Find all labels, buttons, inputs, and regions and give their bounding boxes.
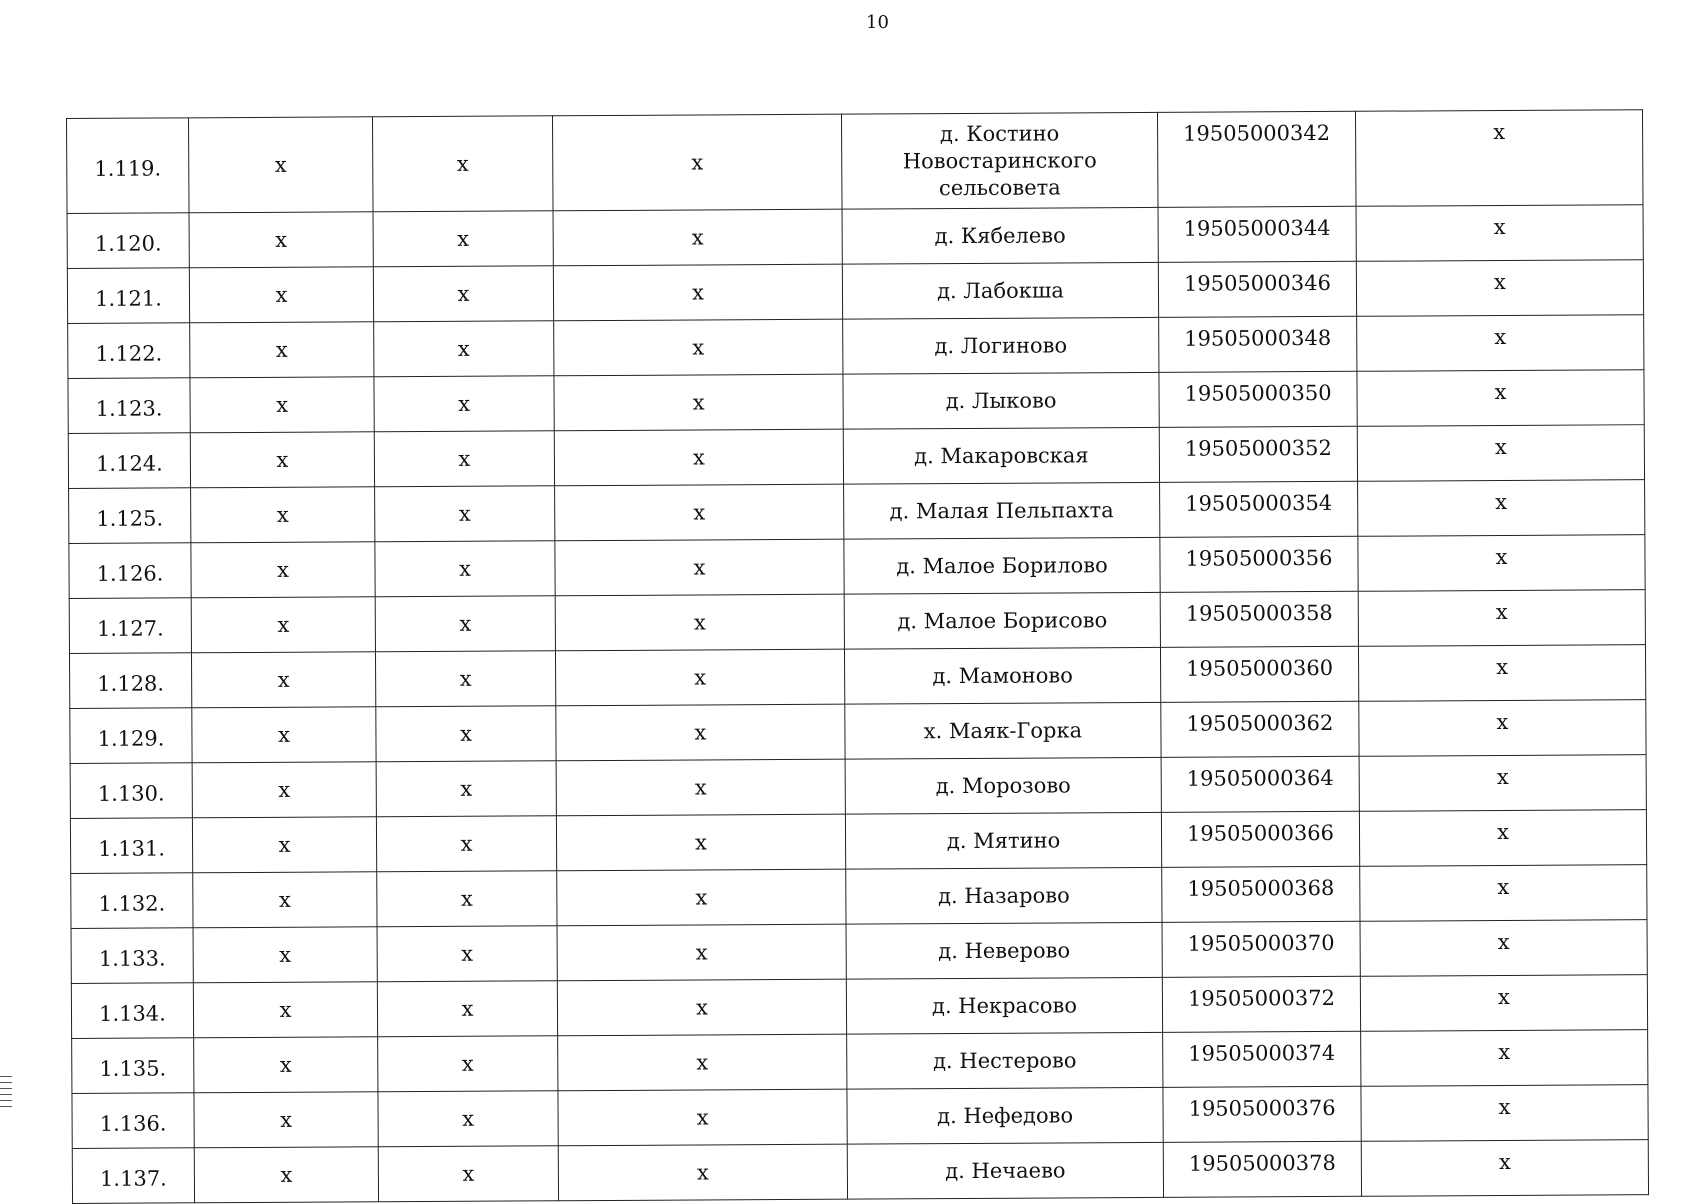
column-1-cell: х (191, 652, 375, 708)
column-1-cell: х (194, 1037, 378, 1093)
oktmo-code-cell: 19505000348 (1159, 316, 1357, 372)
oktmo-code-cell: 19505000374 (1163, 1031, 1361, 1087)
oktmo-code-cell: 19505000378 (1163, 1141, 1361, 1197)
oktmo-code-cell: 19505000354 (1160, 481, 1358, 537)
row-number-cell: 1.120. (67, 213, 189, 269)
margin-mark (0, 1088, 12, 1089)
column-7-cell: х (1358, 645, 1645, 702)
page-number: 10 (866, 12, 889, 33)
settlement-name-cell: д. Некрасово (846, 977, 1162, 1034)
column-7-cell: х (1356, 205, 1643, 262)
column-2-cell: х (374, 376, 554, 432)
table-row (67, 260, 1643, 324)
margin-mark (0, 1082, 12, 1083)
oktmo-code-cell: 19505000346 (1158, 261, 1356, 317)
row-number-cell: 1.119. (67, 118, 190, 214)
column-3-cell: х (554, 429, 843, 486)
table-row (67, 110, 1644, 214)
oktmo-code-cell: 19505000366 (1161, 811, 1359, 867)
oktmo-code-cell: 19505000356 (1160, 536, 1358, 592)
settlement-name-cell: д. Логиново (843, 317, 1159, 374)
settlement-name-cell: д. Лабокша (842, 262, 1158, 319)
settlement-name-cell: д. Нефедово (847, 1087, 1163, 1144)
settlements-table (66, 109, 1649, 1204)
column-2-cell: х (376, 706, 556, 762)
row-number-cell: 1.137. (72, 1148, 194, 1204)
row-number-cell: 1.129. (70, 708, 192, 764)
column-2-cell: х (377, 981, 557, 1037)
column-2-cell: х (372, 116, 553, 212)
settlement-name-cell: д. Мятино (845, 812, 1161, 869)
column-2-cell: х (375, 651, 555, 707)
table-row (67, 205, 1643, 269)
column-2-cell: х (376, 816, 556, 872)
oktmo-code-cell: 19505000364 (1161, 756, 1359, 812)
column-3-cell: х (556, 759, 845, 816)
column-1-cell: х (192, 817, 376, 873)
column-1-cell: х (193, 982, 377, 1038)
column-7-cell: х (1361, 1030, 1648, 1087)
oktmo-code-cell: 19505000344 (1158, 206, 1356, 262)
table-row (72, 1030, 1648, 1094)
column-2-cell: х (374, 321, 554, 377)
settlement-name-cell: д. Костино Новостаринского сельсовета (841, 112, 1158, 209)
row-number-cell: 1.127. (69, 598, 191, 654)
settlement-name-cell: д. Малая Пельпахта (844, 482, 1160, 539)
row-number-cell: 1.133. (71, 928, 193, 984)
column-2-cell: х (373, 211, 553, 267)
column-7-cell: х (1359, 810, 1646, 867)
column-3-cell: х (555, 484, 844, 541)
column-3-cell: х (558, 1089, 847, 1146)
margin-mark (0, 1106, 12, 1107)
column-7-cell: х (1358, 535, 1645, 592)
column-3-cell: х (552, 114, 842, 211)
table-body (67, 110, 1649, 1204)
oktmo-code-cell: 19505000376 (1163, 1086, 1361, 1142)
row-number-cell: 1.122. (68, 323, 190, 379)
column-2-cell: х (375, 486, 555, 542)
table-row (72, 1085, 1648, 1149)
margin-mark (0, 1094, 12, 1095)
column-2-cell: х (378, 1146, 558, 1202)
column-2-cell: х (377, 926, 557, 982)
row-number-cell: 1.130. (70, 763, 192, 819)
column-7-cell: х (1355, 110, 1643, 207)
row-number-cell: 1.123. (68, 378, 190, 434)
row-number-cell: 1.128. (69, 653, 191, 709)
settlement-name-cell: д. Малое Борисово (844, 592, 1160, 649)
settlement-name-cell: д. Макаровская (843, 427, 1159, 484)
margin-mark (0, 1100, 12, 1101)
column-7-cell: х (1357, 370, 1644, 427)
column-1-cell: х (190, 377, 374, 433)
table-row (70, 755, 1646, 819)
column-3-cell: х (556, 814, 845, 871)
column-1-cell: х (193, 872, 377, 928)
settlement-name-cell: д. Лыково (843, 372, 1159, 429)
oktmo-code-cell: 19505000370 (1162, 921, 1360, 977)
column-3-cell: х (555, 539, 844, 596)
column-7-cell: х (1358, 590, 1645, 647)
column-7-cell: х (1357, 425, 1644, 482)
column-7-cell: х (1359, 755, 1646, 812)
column-1-cell: х (191, 597, 375, 653)
oktmo-code-cell: 19505000352 (1159, 426, 1357, 482)
column-3-cell: х (555, 594, 844, 651)
settlements-table-wrapper (66, 109, 1648, 1204)
column-3-cell: х (557, 869, 846, 926)
column-7-cell: х (1360, 920, 1647, 977)
oktmo-code-cell: 19505000360 (1160, 646, 1358, 702)
row-number-cell: 1.136. (72, 1093, 194, 1149)
column-3-cell: х (558, 1034, 847, 1091)
column-1-cell: х (192, 707, 376, 763)
table-row (69, 645, 1645, 709)
oktmo-code-cell: 19505000350 (1159, 371, 1357, 427)
row-number-cell: 1.126. (69, 543, 191, 599)
row-number-cell: 1.125. (69, 488, 191, 544)
oktmo-code-cell: 19505000368 (1162, 866, 1360, 922)
column-3-cell: х (554, 374, 843, 431)
table-row (68, 315, 1644, 379)
column-3-cell: х (555, 649, 844, 706)
row-number-cell: 1.132. (71, 873, 193, 929)
column-7-cell: х (1356, 260, 1643, 317)
column-2-cell: х (375, 541, 555, 597)
column-3-cell: х (553, 264, 842, 321)
oktmo-code-cell: 19505000362 (1161, 701, 1359, 757)
column-1-cell: х (191, 487, 375, 543)
settlement-name-cell: д. Нечаево (847, 1142, 1163, 1199)
column-2-cell: х (375, 596, 555, 652)
column-1-cell: х (191, 542, 375, 598)
settlement-name-cell: д. Неверово (846, 922, 1162, 979)
column-7-cell: х (1361, 1085, 1648, 1142)
column-1-cell: х (189, 267, 373, 323)
column-7-cell: х (1361, 1140, 1648, 1197)
column-7-cell: х (1360, 975, 1647, 1032)
column-1-cell: х (194, 1092, 378, 1148)
settlement-name-cell: д. Нестерово (847, 1032, 1163, 1089)
column-3-cell: х (554, 319, 843, 376)
oktmo-code-cell: 19505000358 (1160, 591, 1358, 647)
table-row (70, 810, 1646, 874)
column-1-cell: х (193, 927, 377, 983)
margin-mark (0, 1076, 12, 1077)
column-2-cell: х (378, 1036, 558, 1092)
settlement-name-cell: д. Мамоново (844, 647, 1160, 704)
oktmo-code-cell: 19505000372 (1162, 976, 1360, 1032)
oktmo-code-cell: 19505000342 (1157, 111, 1356, 207)
table-row (68, 370, 1644, 434)
column-1-cell: х (190, 432, 374, 488)
row-number-cell: 1.135. (72, 1038, 194, 1094)
table-row (70, 700, 1646, 764)
row-number-cell: 1.131. (70, 818, 192, 874)
column-1-cell: х (194, 1147, 378, 1203)
column-7-cell: х (1360, 865, 1647, 922)
column-7-cell: х (1359, 700, 1646, 757)
column-3-cell: х (557, 924, 846, 981)
table-row (69, 590, 1645, 654)
column-2-cell: х (373, 266, 553, 322)
row-number-cell: 1.121. (67, 268, 189, 324)
table-row (72, 1140, 1648, 1204)
column-2-cell: х (376, 761, 556, 817)
table-row (69, 480, 1645, 544)
column-3-cell: х (558, 1144, 847, 1201)
column-1-cell: х (190, 322, 374, 378)
table-row (71, 920, 1647, 984)
row-number-cell: 1.134. (71, 983, 193, 1039)
settlement-name-cell: х. Маяк-Горка (845, 702, 1161, 759)
column-2-cell: х (377, 871, 557, 927)
column-2-cell: х (378, 1091, 558, 1147)
settlement-name-cell: д. Кябелево (842, 207, 1158, 264)
table-row (69, 535, 1645, 599)
column-1-cell: х (189, 212, 373, 268)
column-2-cell: х (374, 431, 554, 487)
settlement-name-cell: д. Морозово (845, 757, 1161, 814)
column-1-cell: х (189, 117, 374, 213)
column-3-cell: х (556, 704, 845, 761)
table-row (71, 865, 1647, 929)
settlement-name-cell: д. Назарово (846, 867, 1162, 924)
column-7-cell: х (1357, 315, 1644, 372)
settlement-name-cell: д. Малое Борилово (844, 537, 1160, 594)
row-number-cell: 1.124. (68, 433, 190, 489)
column-3-cell: х (557, 979, 846, 1036)
column-3-cell: х (553, 209, 842, 266)
column-1-cell: х (192, 762, 376, 818)
table-row (68, 425, 1644, 489)
table-row (71, 975, 1647, 1039)
column-7-cell: х (1358, 480, 1645, 537)
